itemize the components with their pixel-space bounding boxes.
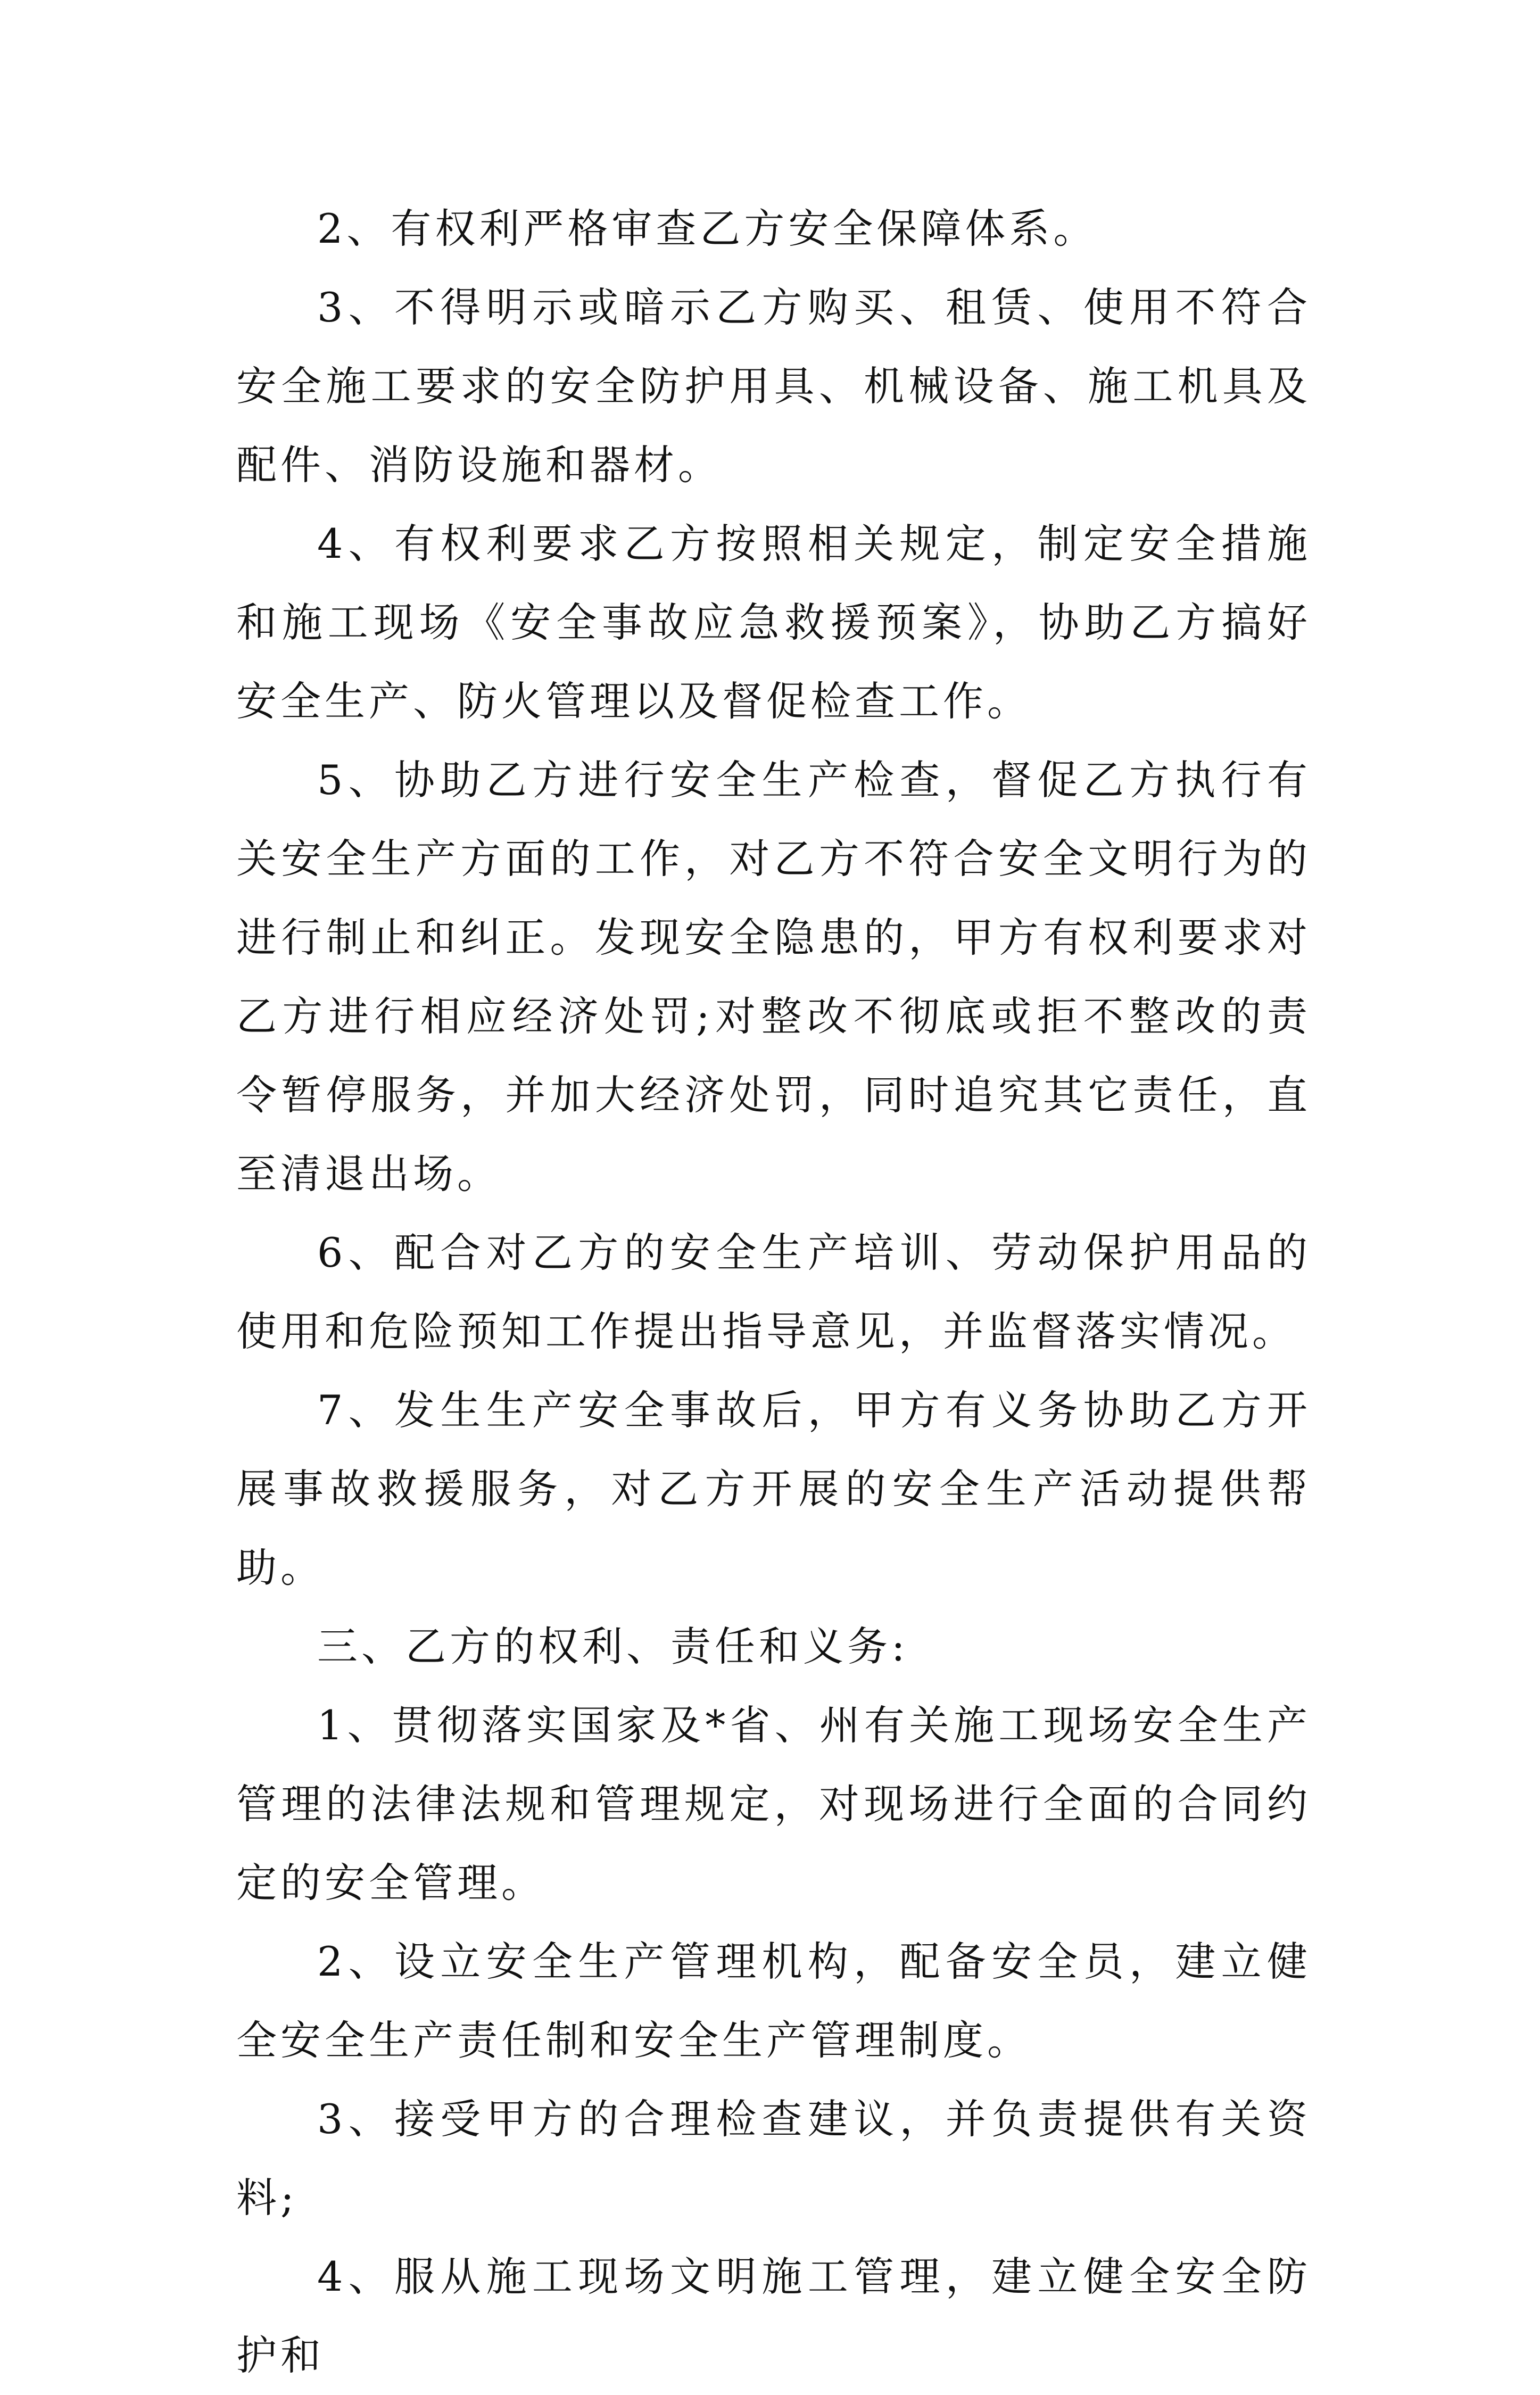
section-heading-party-b: 三、乙方的权利、责任和义务:: [317, 1623, 909, 1670]
paragraph-b-item-3: 3、接受甲方的合理检查建议，并负责提供有关资料;: [236, 2095, 1311, 2221]
paragraph-item-2: 2、有权利严格审查乙方安全保障体系。: [317, 205, 1098, 252]
paragraph-item-3: 3、不得明示或暗示乙方购买、租赁、使用不符合安全施工要求的安全防护用具、机械设备、施工机具及配件、消防设施和器材。: [236, 284, 1311, 489]
paragraph-b-item-2: 2、设立安全生产管理机构，配备安全员，建立健全安全生产责任制和安全生产管理制度。: [236, 1938, 1311, 2064]
paragraph-item-7: 7、发生生产安全事故后，甲方有义务协助乙方开展事故救援服务，对乙方开展的安全生产活动提供帮助。: [236, 1386, 1311, 1591]
paragraph-b-item-4: 4、服从施工现场文明施工管理，建立健全安全防护和: [236, 2253, 1311, 2379]
paragraph-item-5: 5、协助乙方进行安全生产检查，督促乙方执行有关安全生产方面的工作，对乙方不符合安全文明行为的进行制止和纠正。发现安全隐患的，甲方有权利要求对乙方进行相应经济处罚;对整改不彻底或拒不整改的责令暂停服务，并加大经济处罚，同时追究其它责任，直至清退出场。: [236, 756, 1311, 1198]
paragraph-b-item-1: 1、贯彻落实国家及*省、州有关施工现场安全生产管理的法律法规和管理规定，对现场进行全面的合同约定的安全管理。: [236, 1702, 1311, 1906]
paragraph-item-6: 6、配合对乙方的安全生产培训、劳动保护用品的使用和危险预知工作提出指导意见，并监督落实情况。: [236, 1229, 1311, 1355]
paragraph-item-4: 4、有权利要求乙方按照相关规定，制定安全措施和施工现场《安全事故应急救援预案》，协助乙方搞好安全生产、防火管理以及督促检查工作。: [236, 520, 1311, 725]
document-body: [236, 189, 1311, 2395]
